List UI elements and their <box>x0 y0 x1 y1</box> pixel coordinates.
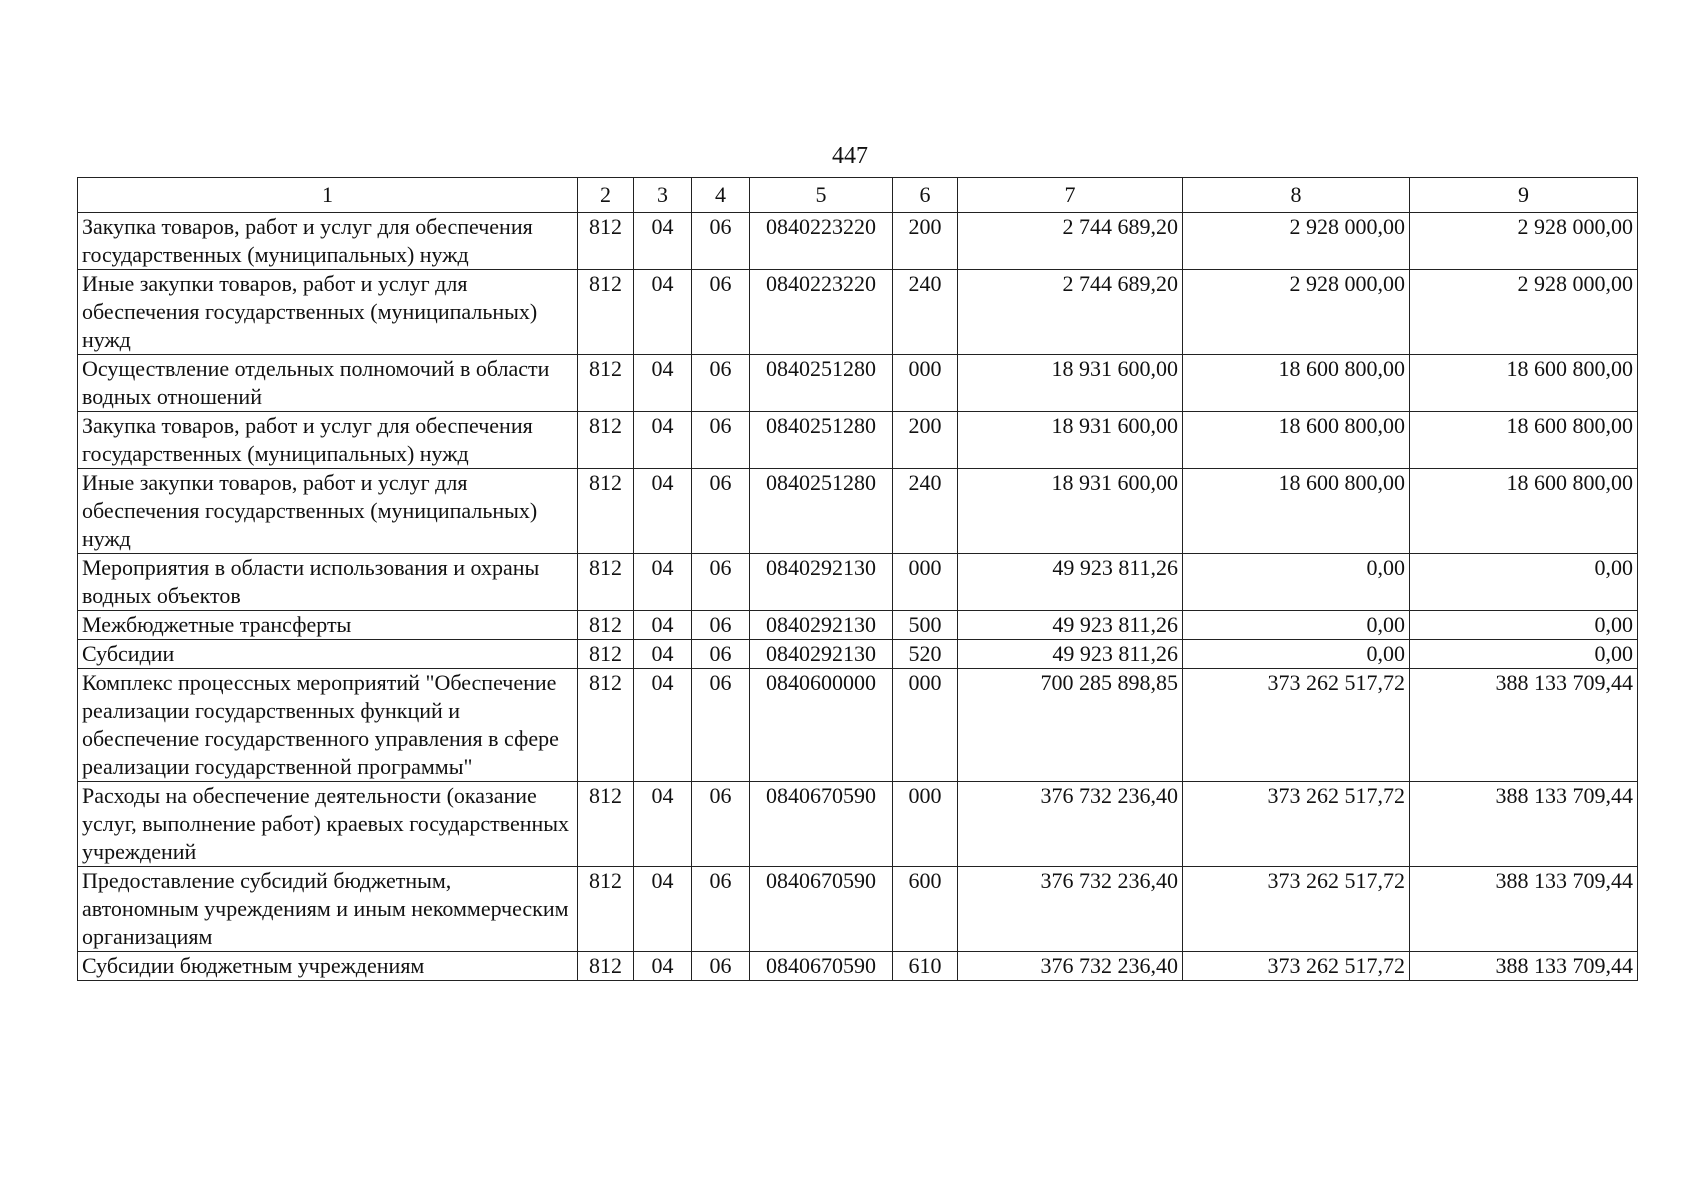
target-article-code: 0840251280 <box>750 355 893 412</box>
amount-col-9: 0,00 <box>1410 640 1638 669</box>
subsection-code: 06 <box>692 270 750 355</box>
expense-type-code: 500 <box>893 611 958 640</box>
expense-type-code: 600 <box>893 867 958 952</box>
amount-col-9: 388 133 709,44 <box>1410 867 1638 952</box>
target-article-code: 0840251280 <box>750 469 893 554</box>
amount-col-8: 0,00 <box>1183 611 1410 640</box>
amount-col-7: 49 923 811,26 <box>958 640 1183 669</box>
column-header-9: 9 <box>1410 178 1638 213</box>
ministry-code: 812 <box>578 469 634 554</box>
amount-col-9: 18 600 800,00 <box>1410 355 1638 412</box>
ministry-code: 812 <box>578 782 634 867</box>
item-name: Закупка товаров, работ и услуг для обеспечения государственных (муниципальных) нужд <box>78 412 578 469</box>
table-row <box>78 640 1638 669</box>
expense-type-code: 000 <box>893 554 958 611</box>
item-name: Закупка товаров, работ и услуг для обеспечения государственных (муниципальных) нужд <box>78 213 578 270</box>
target-article-code: 0840292130 <box>750 611 893 640</box>
target-article-code: 0840223220 <box>750 270 893 355</box>
subsection-code: 06 <box>692 611 750 640</box>
subsection-code: 06 <box>692 213 750 270</box>
subsection-code: 06 <box>692 355 750 412</box>
ministry-code: 812 <box>578 611 634 640</box>
amount-col-8: 373 262 517,72 <box>1183 669 1410 782</box>
column-header-5: 5 <box>750 178 893 213</box>
amount-col-8: 18 600 800,00 <box>1183 469 1410 554</box>
target-article-code: 0840292130 <box>750 554 893 611</box>
target-article-code: 0840670590 <box>750 867 893 952</box>
amount-col-9: 18 600 800,00 <box>1410 469 1638 554</box>
amount-col-7: 700 285 898,85 <box>958 669 1183 782</box>
table-row <box>78 611 1638 640</box>
target-article-code: 0840670590 <box>750 782 893 867</box>
item-name: Иные закупки товаров, работ и услуг для обеспечения государственных (муниципальных) нужд <box>78 270 578 355</box>
target-article-code: 0840292130 <box>750 640 893 669</box>
item-name: Межбюджетные трансферты <box>78 611 578 640</box>
amount-col-7: 376 732 236,40 <box>958 952 1183 981</box>
expense-type-code: 200 <box>893 213 958 270</box>
target-article-code: 0840251280 <box>750 412 893 469</box>
ministry-code: 812 <box>578 640 634 669</box>
subsection-code: 06 <box>692 640 750 669</box>
expense-type-code: 200 <box>893 412 958 469</box>
section-code: 04 <box>634 782 692 867</box>
amount-col-9: 2 928 000,00 <box>1410 270 1638 355</box>
page-number: 447 <box>832 143 868 169</box>
expense-type-code: 610 <box>893 952 958 981</box>
table-row <box>78 355 1638 412</box>
expense-type-code: 000 <box>893 355 958 412</box>
column-header-8: 8 <box>1183 178 1410 213</box>
table-row <box>78 669 1638 782</box>
column-header-6: 6 <box>893 178 958 213</box>
section-code: 04 <box>634 213 692 270</box>
ministry-code: 812 <box>578 412 634 469</box>
table-row <box>78 952 1638 981</box>
ministry-code: 812 <box>578 213 634 270</box>
amount-col-8: 373 262 517,72 <box>1183 867 1410 952</box>
subsection-code: 06 <box>692 669 750 782</box>
amount-col-9: 388 133 709,44 <box>1410 782 1638 867</box>
amount-col-7: 376 732 236,40 <box>958 867 1183 952</box>
target-article-code: 0840600000 <box>750 669 893 782</box>
ministry-code: 812 <box>578 270 634 355</box>
table-row <box>78 782 1638 867</box>
amount-col-9: 2 928 000,00 <box>1410 213 1638 270</box>
section-code: 04 <box>634 669 692 782</box>
subsection-code: 06 <box>692 782 750 867</box>
ministry-code: 812 <box>578 952 634 981</box>
section-code: 04 <box>634 640 692 669</box>
amount-col-8: 0,00 <box>1183 554 1410 611</box>
item-name: Комплекс процессных мероприятий "Обеспечение реализации государственных функций и обеспечение государственного управления в сфере реализации государственной программы" <box>78 669 578 782</box>
amount-col-8: 0,00 <box>1183 640 1410 669</box>
column-header-7: 7 <box>958 178 1183 213</box>
item-name: Расходы на обеспечение деятельности (оказание услуг, выполнение работ) краевых государственных учреждений <box>78 782 578 867</box>
item-name: Субсидии <box>78 640 578 669</box>
section-code: 04 <box>634 412 692 469</box>
section-code: 04 <box>634 554 692 611</box>
column-header-3: 3 <box>634 178 692 213</box>
ministry-code: 812 <box>578 355 634 412</box>
amount-col-8: 18 600 800,00 <box>1183 412 1410 469</box>
section-code: 04 <box>634 952 692 981</box>
subsection-code: 06 <box>692 554 750 611</box>
amount-col-8: 18 600 800,00 <box>1183 355 1410 412</box>
column-header-4: 4 <box>692 178 750 213</box>
header-row <box>78 178 1638 213</box>
table-row <box>78 213 1638 270</box>
table-row <box>78 554 1638 611</box>
amount-col-7: 376 732 236,40 <box>958 782 1183 867</box>
expense-type-code: 240 <box>893 270 958 355</box>
expense-type-code: 000 <box>893 782 958 867</box>
amount-col-9: 0,00 <box>1410 611 1638 640</box>
amount-col-9: 388 133 709,44 <box>1410 669 1638 782</box>
column-header-2: 2 <box>578 178 634 213</box>
column-header-1: 1 <box>78 178 578 213</box>
subsection-code: 06 <box>692 952 750 981</box>
table-row <box>78 469 1638 554</box>
subsection-code: 06 <box>692 469 750 554</box>
ministry-code: 812 <box>578 867 634 952</box>
target-article-code: 0840670590 <box>750 952 893 981</box>
section-code: 04 <box>634 270 692 355</box>
amount-col-7: 18 931 600,00 <box>958 412 1183 469</box>
table-row <box>78 412 1638 469</box>
amount-col-8: 373 262 517,72 <box>1183 782 1410 867</box>
subsection-code: 06 <box>692 412 750 469</box>
amount-col-9: 388 133 709,44 <box>1410 952 1638 981</box>
item-name: Иные закупки товаров, работ и услуг для обеспечения государственных (муниципальных) нужд <box>78 469 578 554</box>
item-name: Предоставление субсидий бюджетным, автономным учреждениям и иным некоммерческим организациям <box>78 867 578 952</box>
item-name: Осуществление отдельных полномочий в области водных отношений <box>78 355 578 412</box>
amount-col-9: 18 600 800,00 <box>1410 412 1638 469</box>
amount-col-7: 49 923 811,26 <box>958 611 1183 640</box>
amount-col-7: 18 931 600,00 <box>958 469 1183 554</box>
target-article-code: 0840223220 <box>750 213 893 270</box>
amount-col-7: 2 744 689,20 <box>958 270 1183 355</box>
amount-col-8: 2 928 000,00 <box>1183 213 1410 270</box>
section-code: 04 <box>634 611 692 640</box>
budget-table <box>77 177 1638 981</box>
ministry-code: 812 <box>578 554 634 611</box>
amount-col-8: 2 928 000,00 <box>1183 270 1410 355</box>
amount-col-7: 2 744 689,20 <box>958 213 1183 270</box>
amount-col-8: 373 262 517,72 <box>1183 952 1410 981</box>
table-row <box>78 867 1638 952</box>
subsection-code: 06 <box>692 867 750 952</box>
ministry-code: 812 <box>578 669 634 782</box>
item-name: Субсидии бюджетным учреждениям <box>78 952 578 981</box>
expense-type-code: 000 <box>893 669 958 782</box>
expense-type-code: 240 <box>893 469 958 554</box>
section-code: 04 <box>634 867 692 952</box>
section-code: 04 <box>634 469 692 554</box>
amount-col-7: 18 931 600,00 <box>958 355 1183 412</box>
expense-type-code: 520 <box>893 640 958 669</box>
section-code: 04 <box>634 355 692 412</box>
amount-col-9: 0,00 <box>1410 554 1638 611</box>
amount-col-7: 49 923 811,26 <box>958 554 1183 611</box>
table-row <box>78 270 1638 355</box>
item-name: Мероприятия в области использования и охраны водных объектов <box>78 554 578 611</box>
